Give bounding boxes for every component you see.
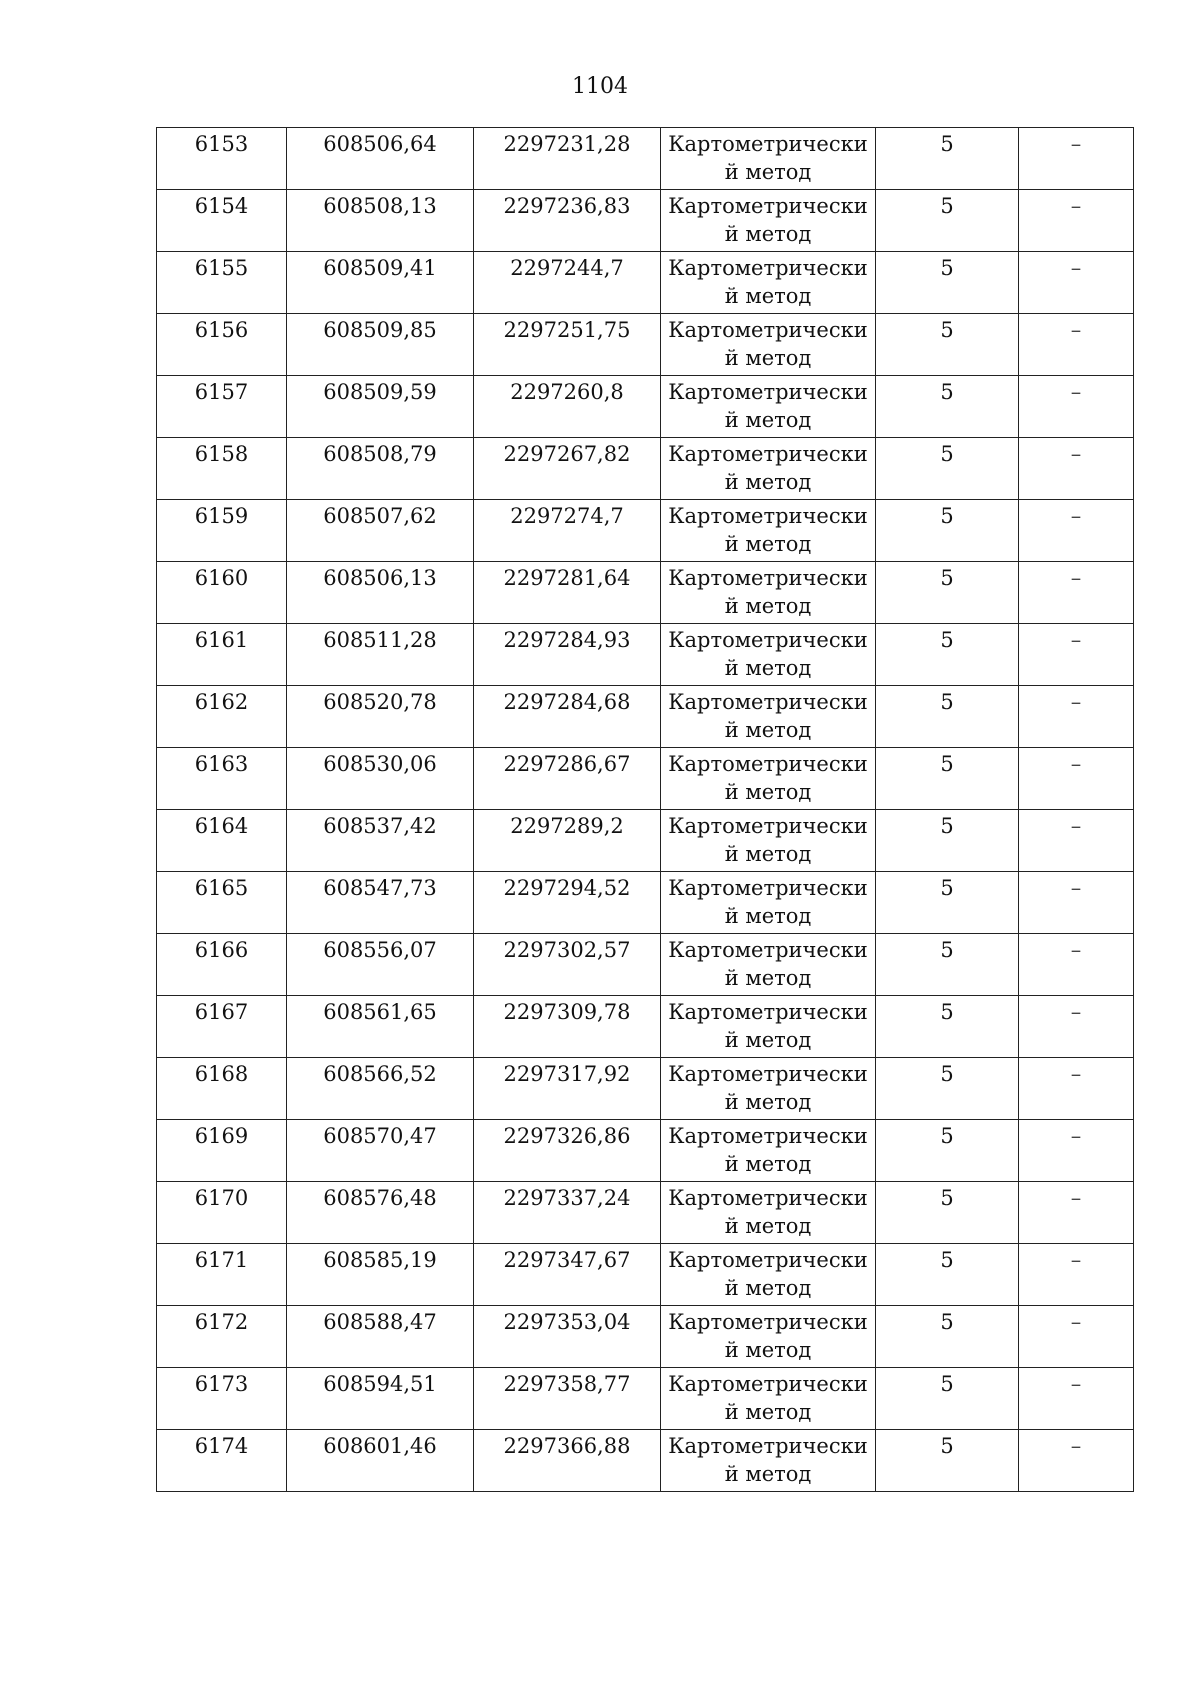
y-coordinate-cell: 2297231,28	[474, 128, 661, 190]
y-coordinate-cell: 2297294,52	[474, 872, 661, 934]
note-cell: –	[1019, 1306, 1134, 1368]
accuracy-cell: 5	[876, 686, 1019, 748]
table-row	[157, 562, 1134, 624]
y-coordinate-cell: 2297309,78	[474, 996, 661, 1058]
method-cell: Картометрически​й метод	[661, 1182, 876, 1244]
note-cell: –	[1019, 686, 1134, 748]
point-number-cell: 6153	[157, 128, 287, 190]
note-cell: –	[1019, 1430, 1134, 1492]
x-coordinate-cell: 608508,13	[287, 190, 474, 252]
note-cell: –	[1019, 314, 1134, 376]
x-coordinate-cell: 608570,47	[287, 1120, 474, 1182]
method-cell: Картометрически​й метод	[661, 314, 876, 376]
table-row	[157, 748, 1134, 810]
method-cell: Картометрически​й метод	[661, 1306, 876, 1368]
method-cell: Картометрически​й метод	[661, 1430, 876, 1492]
accuracy-cell: 5	[876, 1368, 1019, 1430]
table-row	[157, 686, 1134, 748]
point-number-cell: 6161	[157, 624, 287, 686]
y-coordinate-cell: 2297347,67	[474, 1244, 661, 1306]
accuracy-cell: 5	[876, 500, 1019, 562]
method-cell: Картометрически​й метод	[661, 996, 876, 1058]
table-row	[157, 500, 1134, 562]
method-cell: Картометрически​й метод	[661, 810, 876, 872]
y-coordinate-cell: 2297317,92	[474, 1058, 661, 1120]
y-coordinate-cell: 2297326,86	[474, 1120, 661, 1182]
accuracy-cell: 5	[876, 996, 1019, 1058]
note-cell: –	[1019, 1058, 1134, 1120]
accuracy-cell: 5	[876, 376, 1019, 438]
method-cell: Картометрически​й метод	[661, 1368, 876, 1430]
y-coordinate-cell: 2297366,88	[474, 1430, 661, 1492]
table-row	[157, 996, 1134, 1058]
x-coordinate-cell: 608594,51	[287, 1368, 474, 1430]
point-number-cell: 6173	[157, 1368, 287, 1430]
note-cell: –	[1019, 128, 1134, 190]
accuracy-cell: 5	[876, 872, 1019, 934]
point-number-cell: 6166	[157, 934, 287, 996]
table-row	[157, 1120, 1134, 1182]
table-row	[157, 1430, 1134, 1492]
y-coordinate-cell: 2297236,83	[474, 190, 661, 252]
note-cell: –	[1019, 1182, 1134, 1244]
note-cell: –	[1019, 1120, 1134, 1182]
accuracy-cell: 5	[876, 438, 1019, 500]
y-coordinate-cell: 2297337,24	[474, 1182, 661, 1244]
accuracy-cell: 5	[876, 314, 1019, 376]
method-cell: Картометрически​й метод	[661, 748, 876, 810]
accuracy-cell: 5	[876, 1430, 1019, 1492]
method-cell: Картометрически​й метод	[661, 686, 876, 748]
method-cell: Картометрически​й метод	[661, 624, 876, 686]
accuracy-cell: 5	[876, 1182, 1019, 1244]
note-cell: –	[1019, 996, 1134, 1058]
accuracy-cell: 5	[876, 128, 1019, 190]
table-row	[157, 128, 1134, 190]
page-number: 1104	[572, 74, 628, 99]
x-coordinate-cell: 608509,59	[287, 376, 474, 438]
y-coordinate-cell: 2297358,77	[474, 1368, 661, 1430]
accuracy-cell: 5	[876, 934, 1019, 996]
table-row	[157, 1306, 1134, 1368]
note-cell: –	[1019, 810, 1134, 872]
x-coordinate-cell: 608576,48	[287, 1182, 474, 1244]
point-number-cell: 6172	[157, 1306, 287, 1368]
table-row	[157, 624, 1134, 686]
note-cell: –	[1019, 438, 1134, 500]
y-coordinate-cell: 2297267,82	[474, 438, 661, 500]
x-coordinate-cell: 608520,78	[287, 686, 474, 748]
y-coordinate-cell: 2297284,68	[474, 686, 661, 748]
table-row	[157, 934, 1134, 996]
coordinates-table	[156, 127, 1134, 1492]
point-number-cell: 6165	[157, 872, 287, 934]
note-cell: –	[1019, 252, 1134, 314]
point-number-cell: 6164	[157, 810, 287, 872]
point-number-cell: 6167	[157, 996, 287, 1058]
method-cell: Картометрически​й метод	[661, 500, 876, 562]
accuracy-cell: 5	[876, 1244, 1019, 1306]
table-row	[157, 190, 1134, 252]
x-coordinate-cell: 608530,06	[287, 748, 474, 810]
note-cell: –	[1019, 748, 1134, 810]
note-cell: –	[1019, 1244, 1134, 1306]
x-coordinate-cell: 608566,52	[287, 1058, 474, 1120]
method-cell: Картометрически​й метод	[661, 1244, 876, 1306]
x-coordinate-cell: 608601,46	[287, 1430, 474, 1492]
y-coordinate-cell: 2297260,8	[474, 376, 661, 438]
method-cell: Картометрически​й метод	[661, 128, 876, 190]
method-cell: Картометрически​й метод	[661, 872, 876, 934]
y-coordinate-cell: 2297251,75	[474, 314, 661, 376]
accuracy-cell: 5	[876, 1306, 1019, 1368]
y-coordinate-cell: 2297274,7	[474, 500, 661, 562]
x-coordinate-cell: 608508,79	[287, 438, 474, 500]
table-body	[157, 128, 1134, 1492]
accuracy-cell: 5	[876, 1058, 1019, 1120]
table-row	[157, 252, 1134, 314]
method-cell: Картометрически​й метод	[661, 252, 876, 314]
accuracy-cell: 5	[876, 252, 1019, 314]
point-number-cell: 6171	[157, 1244, 287, 1306]
x-coordinate-cell: 608547,73	[287, 872, 474, 934]
x-coordinate-cell: 608506,64	[287, 128, 474, 190]
y-coordinate-cell: 2297286,67	[474, 748, 661, 810]
note-cell: –	[1019, 624, 1134, 686]
y-coordinate-cell: 2297353,04	[474, 1306, 661, 1368]
x-coordinate-cell: 608506,13	[287, 562, 474, 624]
x-coordinate-cell: 608511,28	[287, 624, 474, 686]
accuracy-cell: 5	[876, 810, 1019, 872]
table-row	[157, 438, 1134, 500]
accuracy-cell: 5	[876, 748, 1019, 810]
table-row	[157, 376, 1134, 438]
point-number-cell: 6154	[157, 190, 287, 252]
point-number-cell: 6170	[157, 1182, 287, 1244]
x-coordinate-cell: 608507,62	[287, 500, 474, 562]
y-coordinate-cell: 2297284,93	[474, 624, 661, 686]
point-number-cell: 6159	[157, 500, 287, 562]
y-coordinate-cell: 2297244,7	[474, 252, 661, 314]
accuracy-cell: 5	[876, 190, 1019, 252]
point-number-cell: 6168	[157, 1058, 287, 1120]
method-cell: Картометрически​й метод	[661, 190, 876, 252]
x-coordinate-cell: 608585,19	[287, 1244, 474, 1306]
note-cell: –	[1019, 934, 1134, 996]
note-cell: –	[1019, 562, 1134, 624]
y-coordinate-cell: 2297302,57	[474, 934, 661, 996]
method-cell: Картометрически​й метод	[661, 376, 876, 438]
table-row	[157, 314, 1134, 376]
x-coordinate-cell: 608537,42	[287, 810, 474, 872]
point-number-cell: 6162	[157, 686, 287, 748]
note-cell: –	[1019, 872, 1134, 934]
table-row	[157, 1368, 1134, 1430]
accuracy-cell: 5	[876, 1120, 1019, 1182]
x-coordinate-cell: 608561,65	[287, 996, 474, 1058]
point-number-cell: 6163	[157, 748, 287, 810]
x-coordinate-cell: 608509,85	[287, 314, 474, 376]
table-row	[157, 1058, 1134, 1120]
point-number-cell: 6155	[157, 252, 287, 314]
method-cell: Картометрически​й метод	[661, 934, 876, 996]
point-number-cell: 6158	[157, 438, 287, 500]
table-row	[157, 810, 1134, 872]
note-cell: –	[1019, 1368, 1134, 1430]
x-coordinate-cell: 608556,07	[287, 934, 474, 996]
method-cell: Картометрически​й метод	[661, 438, 876, 500]
x-coordinate-cell: 608509,41	[287, 252, 474, 314]
note-cell: –	[1019, 376, 1134, 438]
method-cell: Картометрически​й метод	[661, 562, 876, 624]
point-number-cell: 6156	[157, 314, 287, 376]
point-number-cell: 6174	[157, 1430, 287, 1492]
table-row	[157, 872, 1134, 934]
point-number-cell: 6157	[157, 376, 287, 438]
method-cell: Картометрически​й метод	[661, 1058, 876, 1120]
table-row	[157, 1182, 1134, 1244]
point-number-cell: 6160	[157, 562, 287, 624]
accuracy-cell: 5	[876, 562, 1019, 624]
note-cell: –	[1019, 500, 1134, 562]
y-coordinate-cell: 2297289,2	[474, 810, 661, 872]
method-cell: Картометрически​й метод	[661, 1120, 876, 1182]
x-coordinate-cell: 608588,47	[287, 1306, 474, 1368]
note-cell: –	[1019, 190, 1134, 252]
y-coordinate-cell: 2297281,64	[474, 562, 661, 624]
point-number-cell: 6169	[157, 1120, 287, 1182]
accuracy-cell: 5	[876, 624, 1019, 686]
table-row	[157, 1244, 1134, 1306]
